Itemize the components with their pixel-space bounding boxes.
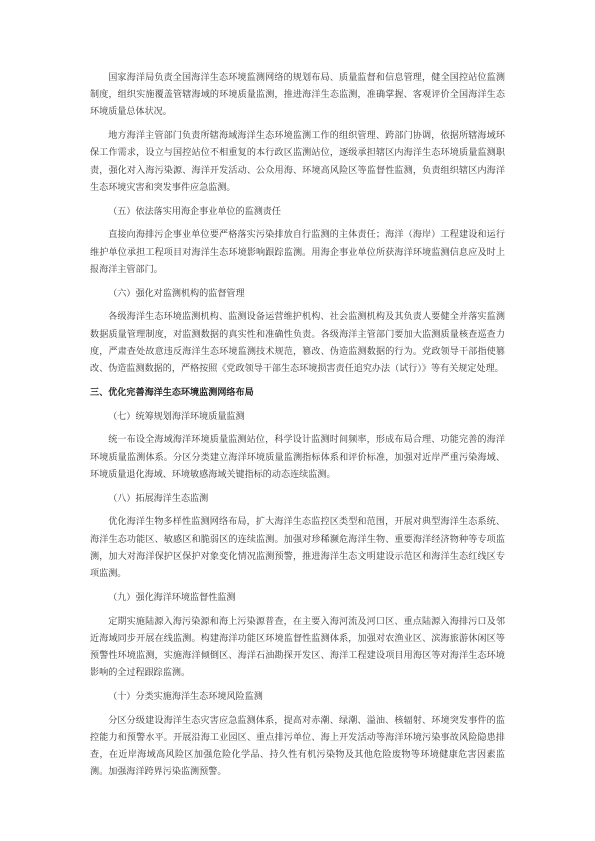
subheading-10: （十）分类实施海洋生态环境风险监测 bbox=[108, 692, 263, 703]
paragraph-risk-monitoring: 分区分级建设海洋生态灾害应急监测体系，提高对赤潮、绿潮、溢油、核辐射、环境突发事件的监控能力和预警水平。开展沿海工业园区、重点排污单位、海上开发活动等海洋环境污染事故风险隐患排查，在近岸海域高风险区加强危险化学品、持久性有机污染物及其他危险废物等环境健康危害因素监测。加强海洋跨界污染监测预警。 bbox=[90, 715, 505, 778]
paragraph-supervisory-monitoring: 定期实施陆源入海污染源和海上污染源普查，在主要入海河流及河口区、重点陆源入海排污口及邻近海域同步开展在线监测。构建海洋功能区环境监督性监测体系，加强对农渔业区、滨海旅游休闲区等预警性环境监测，实施海洋倾倒区、海洋石油勘探开发区、海洋工程建设项目用海区等对海洋生态环境影响的全过程跟踪监测。 bbox=[90, 616, 505, 679]
paragraph-quality-monitoring: 统一布设全海域海洋环境质量监测站位，科学设计监测时间频率，形成布局合理、功能完善的海洋环境质量监测体系。分区分类建立海洋环境质量监测指标体系和评价标准，加强对近岸严重污染海域、环境质量退化海域、环境敏感海域关键指标的动态连续监测。 bbox=[90, 435, 505, 480]
subheading-5: （五）依法落实用海企事业单位的监测责任 bbox=[108, 206, 281, 217]
section-heading-3: 三、优化完善海洋生态环境监测网络布局 bbox=[90, 387, 254, 398]
subheading-9: （九）强化海洋环境监督性监测 bbox=[108, 592, 236, 603]
paragraph-state-oceanic-admin: 国家海洋局负责全国海洋生态环境监测网络的规划布局、质量监督和信息管理，健全国控站位监测制度，组织实施覆盖管辖海域的环境质量监测，推进海洋生态监测，准确掌握、客观评价全国海洋生态环境质量总体状况。 bbox=[90, 73, 505, 118]
paragraph-ecology-monitoring: 优化海洋生物多样性监测网络布局，扩大海洋生态监控区类型和范围，开展对典型海洋生态系统、海洋生态功能区、敏感区和脆弱区的连续监测。加强对珍稀濒危海洋生物、重要海洋经济物种等专项监测，加大对海洋保护区保护对象变化情况监测预警，推进海洋生态文明建设示范区和海洋生态红线区专项监测。 bbox=[90, 517, 505, 580]
paragraph-local-authorities: 地方海洋主管部门负责所辖海域海洋生态环境监测工作的组织管理、跨部门协调，依据所辖海域环保工作需求，设立与国控站位不相重复的本行政区监测站位，逐级承担辖区内海洋生态环境质量监测职责，强化对入海污染源、海洋开发活动、公众用海、环境高风险区等监督性监测，负责组织辖区内海洋生态环境灾害和突发事件应急监测。 bbox=[90, 131, 505, 193]
subheading-8: （八）拓展海洋生态监测 bbox=[108, 493, 209, 504]
paragraph-supervision: 各级海洋生态环境监测机构、监测设备运营维护机构、社会监测机构及其负责人要健全并落实监测数据质量管理制度，对监测数据的真实性和准确性负责。各级海洋主管部门要加大监测质量核查巡查力度，严肃查处故意违反海洋生态环境监测技术规范，篡改、伪造监测数据的行为。党政领导干部指使篡改、伪造监测数据的，严格按照《党政领导干部生态环境损害责任追究办法（试行）》等有关规定处理。 bbox=[90, 312, 505, 375]
paragraph-enterprise-responsibility: 直接向海排污企事业单位要严格落实污染排放自行监测的主体责任；海洋（海岸）工程建设和运行维护单位承担工程项目对海洋生态环境影响跟踪监测。用海企事业单位所获海洋环境监测信息应及时上报海洋主管部门。 bbox=[90, 230, 505, 275]
subheading-6: （六）强化对监测机构的监督管理 bbox=[108, 288, 245, 299]
document-body bbox=[90, 70, 505, 782]
subheading-7: （七）统筹规划海洋环境质量监测 bbox=[108, 411, 245, 422]
